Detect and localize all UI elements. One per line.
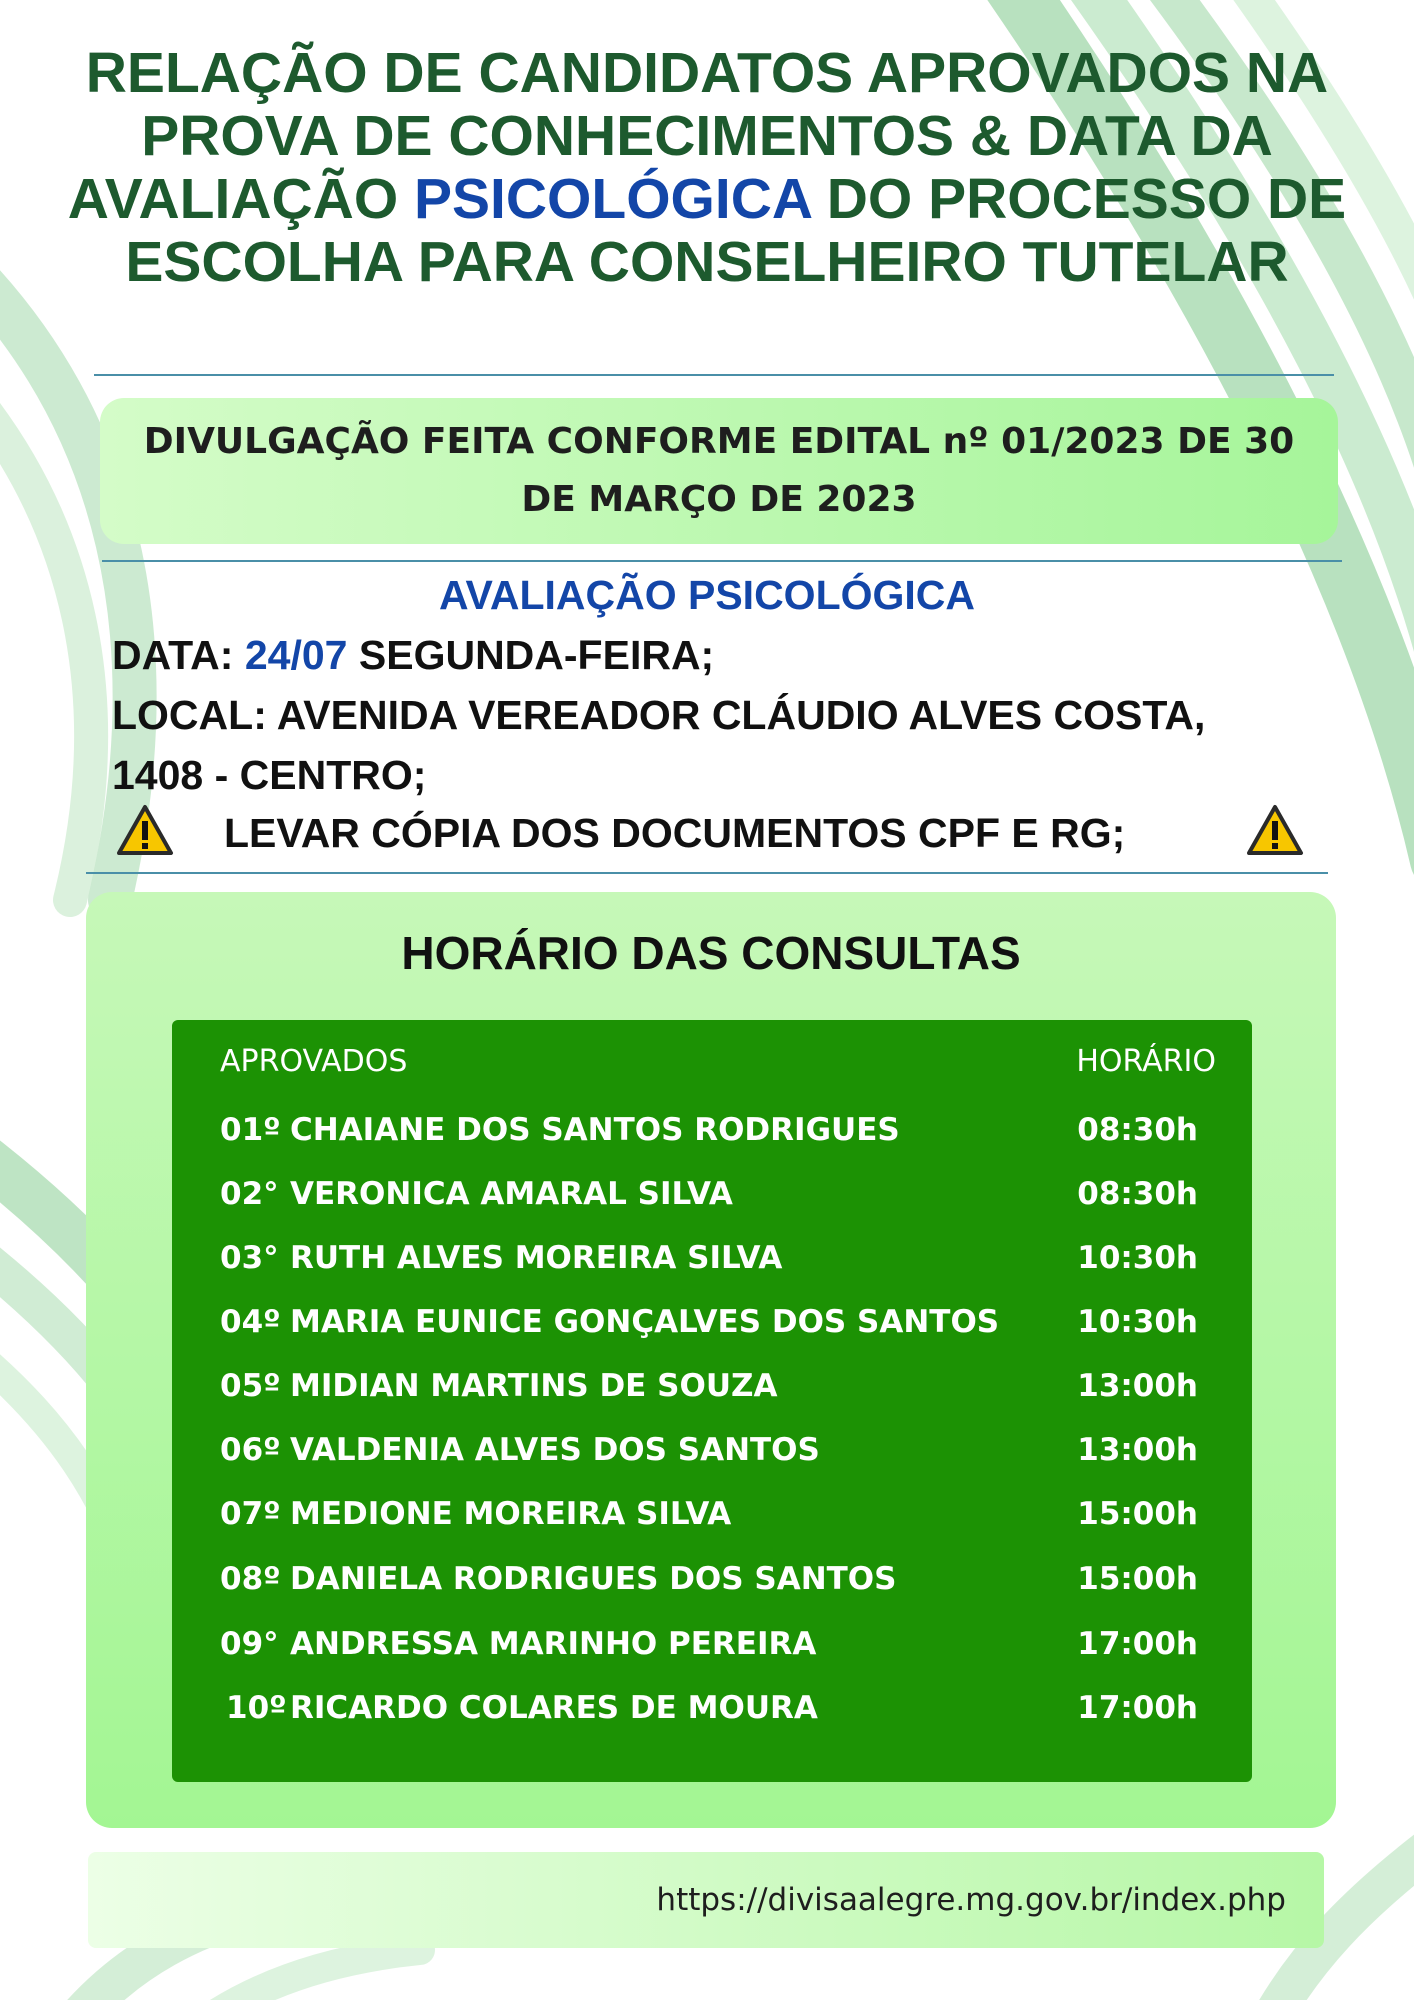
table-row xyxy=(172,1626,1252,1676)
row-time: 17:00h xyxy=(1077,1626,1198,1662)
schedule-title: HORÁRIO DAS CONSULTAS xyxy=(401,927,1021,979)
row-name: MARIA EUNICE GONÇALVES DOS SANTOS xyxy=(290,1304,1000,1340)
warning-icon xyxy=(116,804,174,856)
edital-banner xyxy=(100,398,1338,544)
schedule-table xyxy=(172,1020,1252,1782)
row-time: 08:30h xyxy=(1077,1112,1198,1148)
row-time: 15:00h xyxy=(1077,1496,1198,1532)
divider-middle xyxy=(102,560,1342,562)
row-time: 10:30h xyxy=(1077,1304,1198,1340)
row-name: MIDIAN MARTINS DE SOUZA xyxy=(290,1368,778,1404)
table-row xyxy=(172,1112,1252,1162)
row-number: 07º xyxy=(220,1496,281,1532)
local-line-1: LOCAL: AVENIDA VEREADOR CLÁUDIO ALVES COSTA, xyxy=(112,692,1206,738)
row-name: ANDRESSA MARINHO PEREIRA xyxy=(290,1626,817,1662)
table-row xyxy=(172,1176,1252,1226)
table-row xyxy=(172,1432,1252,1482)
edital-text: DIVULGAÇÃO FEITA CONFORME EDITAL nº 01/2023 DE 30 DE MARÇO DE 2023 xyxy=(143,421,1295,520)
schedule-panel xyxy=(86,892,1336,1828)
row-time: 13:00h xyxy=(1077,1432,1198,1468)
divider-bottom xyxy=(86,872,1328,874)
header-approved: APROVADOS xyxy=(220,1044,408,1079)
row-name: MEDIONE MOREIRA SILVA xyxy=(290,1496,732,1532)
warning-line xyxy=(112,800,1312,864)
title-part1: RELAÇÃO DE CANDIDATOS APROVADOS NA PROVA DE CONHECIMENTOS & DATA DA AVALIAÇÃO xyxy=(67,41,1329,231)
row-number: 04º xyxy=(220,1304,281,1340)
row-time: 10:30h xyxy=(1077,1240,1198,1276)
row-name: VERONICA AMARAL SILVA xyxy=(290,1176,733,1212)
page-title xyxy=(60,42,1354,294)
table-row xyxy=(172,1690,1252,1740)
row-number: 05º xyxy=(220,1368,281,1404)
warning-text: LEVAR CÓPIA DOS DOCUMENTOS CPF E RG; xyxy=(224,810,1126,856)
date-line xyxy=(112,632,1352,679)
date-value: 24/07 xyxy=(244,632,348,678)
row-time: 13:00h xyxy=(1077,1368,1198,1404)
row-time: 08:30h xyxy=(1077,1176,1198,1212)
row-name: VALDENIA ALVES DOS SANTOS xyxy=(290,1432,820,1468)
row-number: 03° xyxy=(220,1240,279,1276)
row-number: 10º xyxy=(226,1690,287,1726)
header-time: HORÁRIO xyxy=(1076,1044,1216,1079)
row-name: CHAIANE DOS SANTOS RODRIGUES xyxy=(290,1112,900,1148)
row-time: 17:00h xyxy=(1077,1690,1198,1726)
divider-top xyxy=(94,374,1334,376)
title-highlight: PSICOLÓGICA xyxy=(414,167,811,231)
table-row xyxy=(172,1561,1252,1611)
date-label: DATA: xyxy=(112,632,234,678)
table-row xyxy=(172,1496,1252,1546)
warning-icon xyxy=(1246,804,1304,856)
row-name: DANIELA RODRIGUES DOS SANTOS xyxy=(290,1561,897,1597)
website-link[interactable]: https://divisaalegre.mg.gov.br/index.php xyxy=(656,1882,1286,1918)
local-line-2: 1408 - CENTRO; xyxy=(112,752,427,798)
row-name: RICARDO COLARES DE MOURA xyxy=(290,1690,818,1726)
footer-bar xyxy=(88,1852,1324,1948)
title-part2: DO PROCESSO DE ESCOLHA PARA CONSELHEIRO TUTELAR xyxy=(125,167,1347,294)
row-number: 08º xyxy=(220,1561,281,1597)
row-number: 02° xyxy=(220,1176,279,1212)
table-row xyxy=(172,1304,1252,1354)
row-number: 01º xyxy=(220,1112,281,1148)
row-time: 15:00h xyxy=(1077,1561,1198,1597)
table-row xyxy=(172,1240,1252,1290)
row-number: 09° xyxy=(220,1626,279,1662)
date-suffix: SEGUNDA-FEIRA; xyxy=(358,632,715,678)
table-row xyxy=(172,1368,1252,1418)
row-number: 06º xyxy=(220,1432,281,1468)
evaluation-heading: AVALIAÇÃO PSICOLÓGICA xyxy=(438,572,976,618)
row-name: RUTH ALVES MOREIRA SILVA xyxy=(290,1240,783,1276)
